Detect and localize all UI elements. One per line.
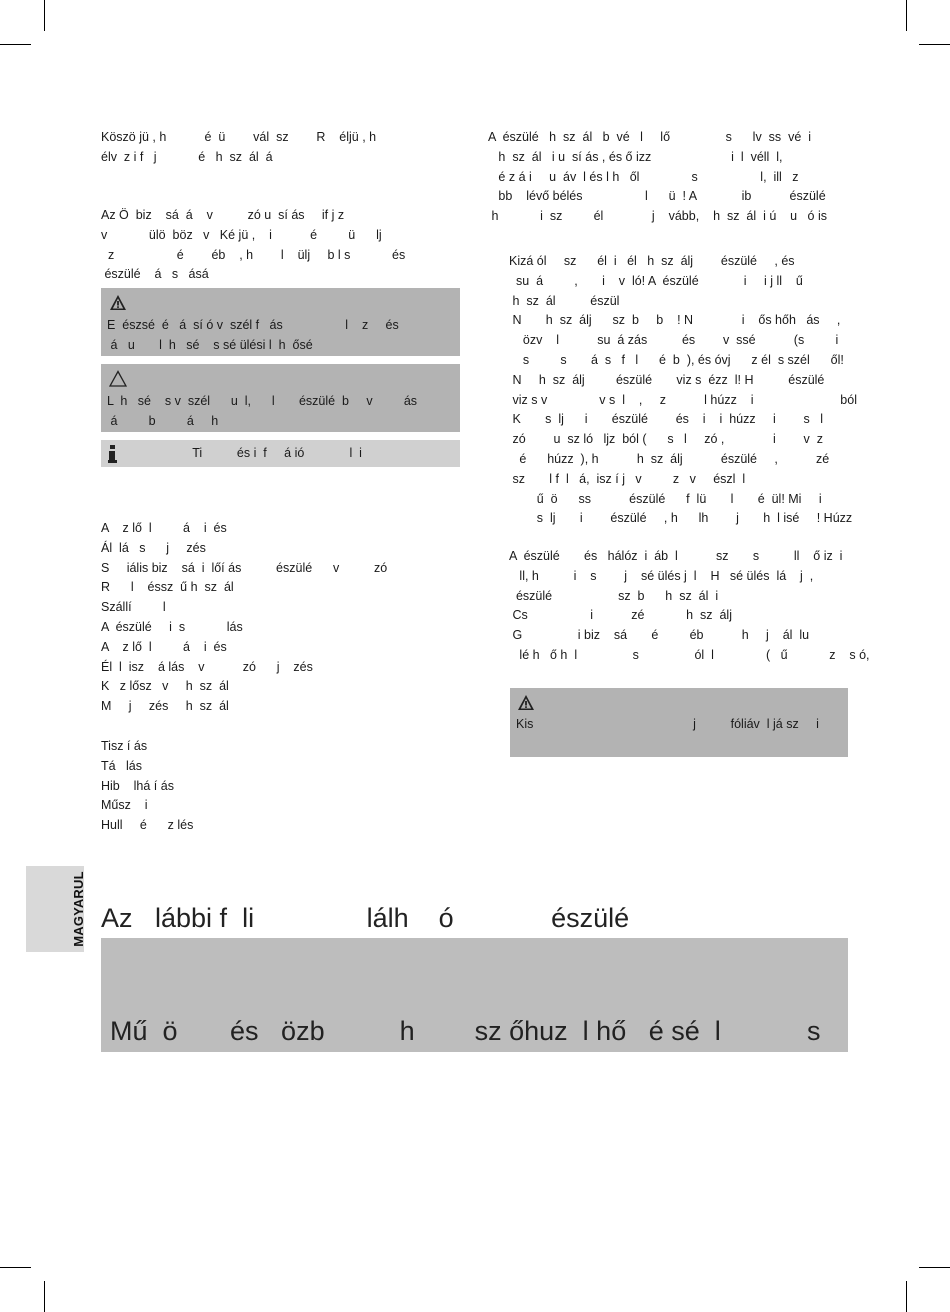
list-line: A észülé és hálóz i áb l sz s ll ő iz i (509, 549, 843, 563)
list-line: zó u sz ló ljz ból ( s l zó , i v z (509, 432, 823, 447)
list-line: K s lj i észülé és i i húzz i s l (509, 412, 823, 427)
banner-text: Mű ö és özb h sz őhuz l hő é sé l (110, 1016, 721, 1046)
right-safety-list (509, 252, 857, 529)
list-line: ű ö ss észülé f lü l é ül! Mi i (509, 491, 822, 506)
text-line: z é éb , h l ülj b l s és (101, 247, 406, 262)
toc-item: Szállí l (101, 600, 166, 615)
toc-item: Ál lá s j zés (101, 540, 206, 555)
list-line: G i biz sá é éb h j ál lu (509, 628, 810, 643)
crop-mark (906, 1281, 907, 1312)
warning-text: E észsé é á sí ó v szél f ás l z és (107, 318, 399, 332)
toc-item: Hib lhá í ás (101, 778, 174, 793)
crop-mark (44, 1281, 45, 1312)
product-banner (101, 938, 848, 1052)
list-line: Cs i zé h sz álj (509, 608, 732, 623)
text-line: é z á i u áv l és l h ől s l, ill z (488, 169, 799, 184)
warning-box-caution (101, 364, 460, 432)
crop-mark (0, 44, 31, 45)
toc-item: Hull é z lés (101, 818, 194, 833)
text-line: h sz ál i u sí ás , és ő izz i l véll l, (488, 149, 783, 164)
list-line: é húzz ), h h sz álj észülé , zé (509, 451, 830, 466)
text-line: Az Ö biz sá á v zó u sí ás if j z (101, 208, 345, 222)
crop-mark (0, 1267, 31, 1268)
list-line: h sz ál észül (509, 293, 620, 308)
toc-item: A észülé i s lás (101, 619, 243, 634)
list-line: viz s v v s l , z l húzz i ból (509, 392, 857, 407)
list-line: N h sz álj sz b b ! N i ős hőh ás , (509, 313, 841, 328)
left-para2 (101, 206, 405, 285)
warning-box-danger (101, 288, 460, 356)
section-heading: Az lábbi f li lálh ó észülé (101, 903, 630, 933)
text-line: h i sz él j vább, h sz ál i ú u ó is (488, 209, 828, 224)
list-line: s lj i észülé , h lh j h l isé ! Húzz (509, 511, 853, 526)
list-line: su á , i v ló! A észülé i i j ll ű (509, 273, 803, 288)
text-line: bb lévő bélés l ü ! A ib észülé (488, 189, 826, 204)
list-line: özv l su á zás és v ssé (s i (509, 333, 839, 348)
toc-item: K z lősz v h sz ál (101, 679, 229, 694)
list-line: s s á s f l é b ), és óvj z él s szél ől! (509, 352, 844, 367)
toc-item: Tá lás (101, 758, 142, 773)
banner-text-end: s (807, 1016, 821, 1046)
text-line: A észülé h sz ál b vé l lő s lv ss vé i (488, 130, 812, 144)
text-line: élv z i f j é h sz ál á (101, 149, 273, 164)
right-para1 (488, 128, 827, 227)
crop-mark (44, 0, 45, 31)
info-icon (108, 445, 117, 463)
language-tab-label: MAGYARUL (71, 871, 86, 947)
list-line: N h sz álj észülé viz s ézz l! H észülé (509, 372, 825, 387)
list-line: ll, h i s j sé ülés j l H sé ülés lá j , (509, 568, 814, 583)
warning-filled-icon (517, 694, 535, 711)
toc-item: S iális biz sá i lőí ás észülé v zó (101, 560, 388, 575)
list-line: észülé sz b h sz ál i (509, 588, 719, 603)
crop-mark (919, 44, 950, 45)
toc-item: A z lő l á i és (101, 521, 227, 535)
list-line: Kizá ól sz él i él h sz álj észülé , és (509, 254, 795, 268)
language-side-tab (26, 866, 84, 952)
list-line: sz l f l á, isz í j v z v észl l (509, 471, 746, 486)
text-line: v ülö böz v Ké jü , i é ü lj (101, 227, 382, 242)
text-line: észülé á s ásá (101, 267, 209, 282)
info-text: Ti és i f á ió l i (123, 446, 362, 460)
warning-text: á u l h sé s sé ülési l h ősé (107, 337, 313, 352)
toc-item: M j zés h sz ál (101, 699, 229, 714)
list-line: lé h ő h l s ól l ( ű z s ó, (509, 647, 870, 662)
right-para2 (509, 547, 870, 666)
warning-text: Kis j fóliáv l já sz i (516, 717, 819, 731)
left-intro (101, 128, 376, 168)
warning-text: á b á h (107, 413, 219, 428)
toc-item: A z lő l á i és (101, 639, 227, 654)
toc-item: R l éssz ű h sz ál (101, 580, 234, 595)
toc-item: Tisz í ás (101, 738, 148, 753)
warning-filled-icon (109, 294, 127, 311)
crop-mark (919, 1267, 950, 1268)
warning-box-danger (510, 688, 848, 757)
toc-item: Él l isz á lás v zó j zés (101, 659, 313, 674)
warning-outline-icon (109, 370, 127, 387)
info-box (101, 440, 460, 467)
table-of-contents (101, 519, 387, 836)
text-line: Köszö jü , h é ü vál sz R éljü , h (101, 130, 377, 144)
warning-text: L h sé s v szél u l, l észülé b v ás (107, 394, 418, 408)
toc-item: Műsz i (101, 798, 148, 813)
crop-mark (906, 0, 907, 31)
